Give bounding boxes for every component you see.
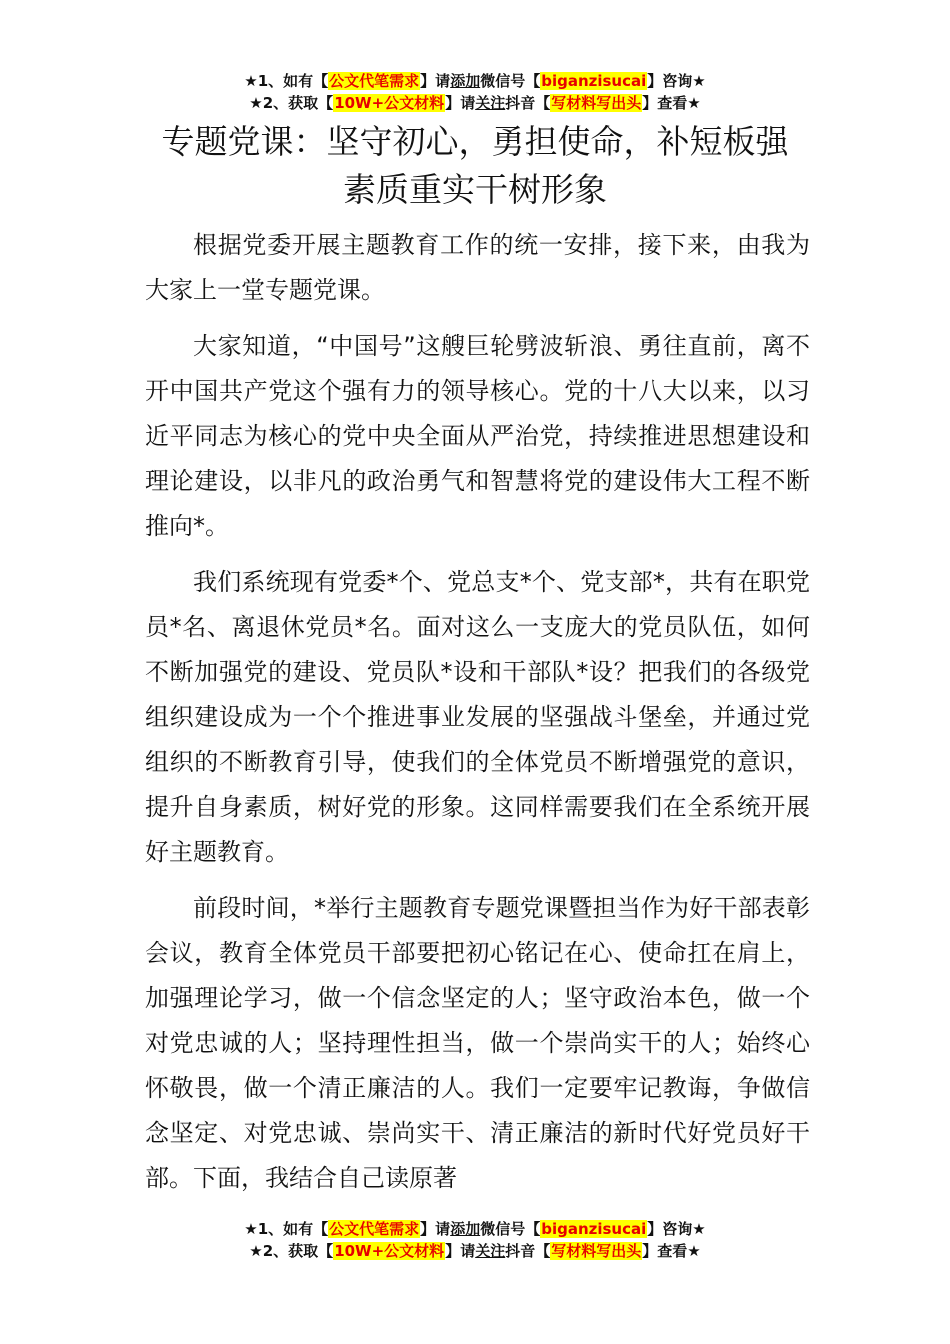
title-line-2: 素质重实干树形象 <box>343 170 607 209</box>
paragraph: 我们系统现有党委*个、党总支*个、党支部*，共有在职党员*名、离退休党员*名。面对这么一支庞大的党员队伍，如何不断加强党的建设、党员队*设和干部队*设？把我们的各级党组织建设成为一个个推进事业发展的坚强战斗堡垒，并通过党组织的不断教育引导，使我们的全体党员不断增强党的意识，提升自身素质，树好党的形象。这同样需要我们在全系统开展好主题教育。 <box>145 568 810 866</box>
promo-highlight: 写材料写出头 <box>551 94 642 112</box>
promo-text: 抖音【 <box>505 1242 551 1260</box>
promo-text: 】请 <box>445 94 476 112</box>
promo-text: 】请 <box>420 1220 451 1238</box>
promo-line-1 <box>0 1218 950 1240</box>
promo-text: ★2、获取【 <box>249 94 334 112</box>
promo-highlight: 10W+公文材料 <box>334 94 445 112</box>
paragraph: 大家知道，“中国号”这艘巨轮劈波斩浪、勇往直前，离不开中国共产党这个强有力的领导核心。党的十八大以来，以习近平同志为核心的党中央全面从严治党，持续推进思想建设和理论建设，以非凡的政治勇气和智慧将党的建设伟大工程不断推向*。 <box>145 332 810 540</box>
document-body <box>145 223 810 1212</box>
promo-highlight: biganzisucai <box>541 72 647 90</box>
promo-text: ★1、如有【 <box>244 72 329 90</box>
promo-text: 抖音【 <box>505 94 551 112</box>
promo-banner-top <box>0 70 950 114</box>
promo-text: 】请 <box>420 72 451 90</box>
promo-text: 】查看★ <box>642 1242 701 1260</box>
promo-highlight: 公文代笔需求 <box>329 1220 420 1238</box>
promo-highlight: 10W+公文材料 <box>334 1242 445 1260</box>
promo-highlight: 公文代笔需求 <box>329 72 420 90</box>
promo-highlight: 写材料写出头 <box>551 1242 642 1260</box>
promo-text: 】咨询★ <box>647 1220 706 1238</box>
promo-banner-bottom <box>0 1218 950 1262</box>
promo-line-2 <box>0 92 950 114</box>
promo-highlight: biganzisucai <box>541 1220 647 1238</box>
promo-text: ★2、获取【 <box>249 1242 334 1260</box>
promo-text: 】请 <box>445 1242 476 1260</box>
promo-text: 微信号【 <box>480 72 541 90</box>
promo-underlined: 添加 <box>450 72 481 90</box>
paragraph: 前段时间，*举行主题教育专题党课暨担当作为好干部表彰会议，教育全体党员干部要把初心铭记在心、使命扛在肩上，加强理论学习，做一个信念坚定的人；坚守政治本色，做一个对党忠诚的人；坚持理性担当，做一个崇尚实干的人；始终心怀敬畏，做一个清正廉洁的人。我们一定要牢记教诲，争做信念坚定、对党忠诚、崇尚实干、清正廉洁的新时代好党员好干部。下面，我结合自己读原著 <box>145 894 810 1192</box>
paragraph: 根据党委开展主题教育工作的统一安排，接下来，由我为大家上一堂专题党课。 <box>145 231 810 304</box>
promo-text: 微信号【 <box>480 1220 541 1238</box>
promo-text: 】咨询★ <box>647 72 706 90</box>
promo-underlined: 添加 <box>450 1220 481 1238</box>
promo-text: 】查看★ <box>642 94 701 112</box>
promo-line-2 <box>0 1240 950 1262</box>
promo-underlined: 关注 <box>475 94 506 112</box>
promo-line-1 <box>0 70 950 92</box>
title-line-1: 专题党课：坚守初心，勇担使命，补短板强 <box>161 122 789 161</box>
document-title <box>0 118 950 214</box>
promo-underlined: 关注 <box>475 1242 506 1260</box>
promo-text: ★1、如有【 <box>244 1220 329 1238</box>
